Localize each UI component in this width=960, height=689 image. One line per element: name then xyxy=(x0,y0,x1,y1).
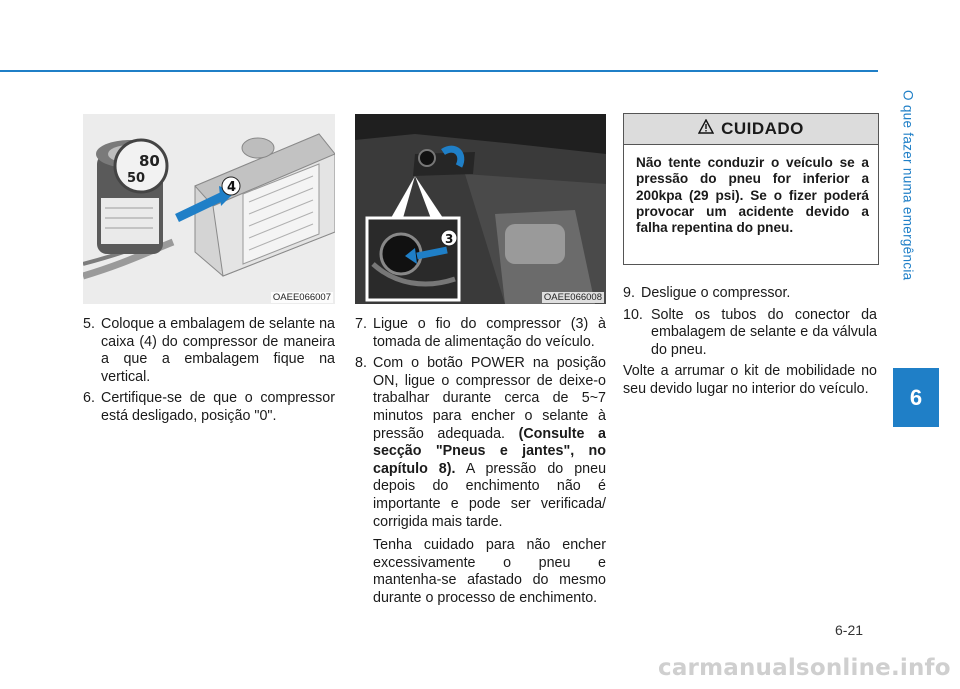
list-item: 7. Ligue o fio do compressor (3) à tomada de alimentação do veículo. xyxy=(355,316,606,350)
figure-code: OAEE066007 xyxy=(272,292,331,303)
svg-text:50: 50 xyxy=(127,171,146,186)
paragraph: Volte a arrumar o kit de mobilidade no seu devido lugar no interior do veículo. xyxy=(623,363,877,397)
callout-3: 3 xyxy=(445,232,454,246)
figure-compressor-sealant xyxy=(83,114,335,304)
watermark: carmanualsonline.info xyxy=(658,655,951,681)
svg-text:80: 80 xyxy=(139,152,160,170)
interior-illustration xyxy=(355,114,606,304)
chapter-tab: 6 xyxy=(893,368,939,427)
list-item: 9. Desligue o compressor. xyxy=(623,285,791,301)
column-left xyxy=(83,316,335,430)
column-right xyxy=(623,285,877,399)
caution-header xyxy=(624,114,878,145)
warning-triangle-icon xyxy=(698,119,714,139)
page-number: 6-21 xyxy=(835,622,864,638)
paragraph: Tenha cuidado para não encher excessivamente o pneu e mantenha-se afastado do mesmo durante o processo de enchimento. xyxy=(373,537,606,606)
list-item: 10. Solte os tubos do conector da embalagem de selante e da válvula do pneu. xyxy=(623,306,877,358)
figure-code: OAEE066008 xyxy=(543,292,602,303)
list-item: 5. Coloque a embalagem de selante na caixa (4) do compressor de maneira a que a embalagem fique na vertical. xyxy=(83,316,335,385)
column-middle xyxy=(355,316,606,608)
callout-4: 4 xyxy=(227,180,237,195)
chapter-side-title: O que fazer numa emergência xyxy=(900,90,916,281)
list-item: 6. Certifique-se de que o compressor está desligado, posição "0". xyxy=(83,390,335,424)
caution-title: CUIDADO xyxy=(721,119,804,138)
header-rule xyxy=(0,70,878,72)
caution-box xyxy=(623,113,879,265)
caution-text: Não tente conduzir o veículo se a pressão do pneu for inferior a 200kpa (29 psi). Se o fizer poderá provocar um acidente devido a falha repentina do pneu. xyxy=(636,155,869,236)
figure-power-socket xyxy=(355,114,606,304)
cross-reference: (Consulte a secção "Pneus e jantes", no capítulo 8). xyxy=(373,425,606,477)
list-item: 8. Com o botão POWER na posição ON, ligue o compressor de deixe-o trabalhar durante cerca de 5~7 minutos para encher o selante à pressão adequada. (Consulte a secção "Pneus e jantes", no capítulo 8). A pressão do pneu depois do enchimento não é importante e pode ser verificada/ corrigida mais tarde. xyxy=(355,355,607,530)
compressor-illustration xyxy=(83,114,335,304)
